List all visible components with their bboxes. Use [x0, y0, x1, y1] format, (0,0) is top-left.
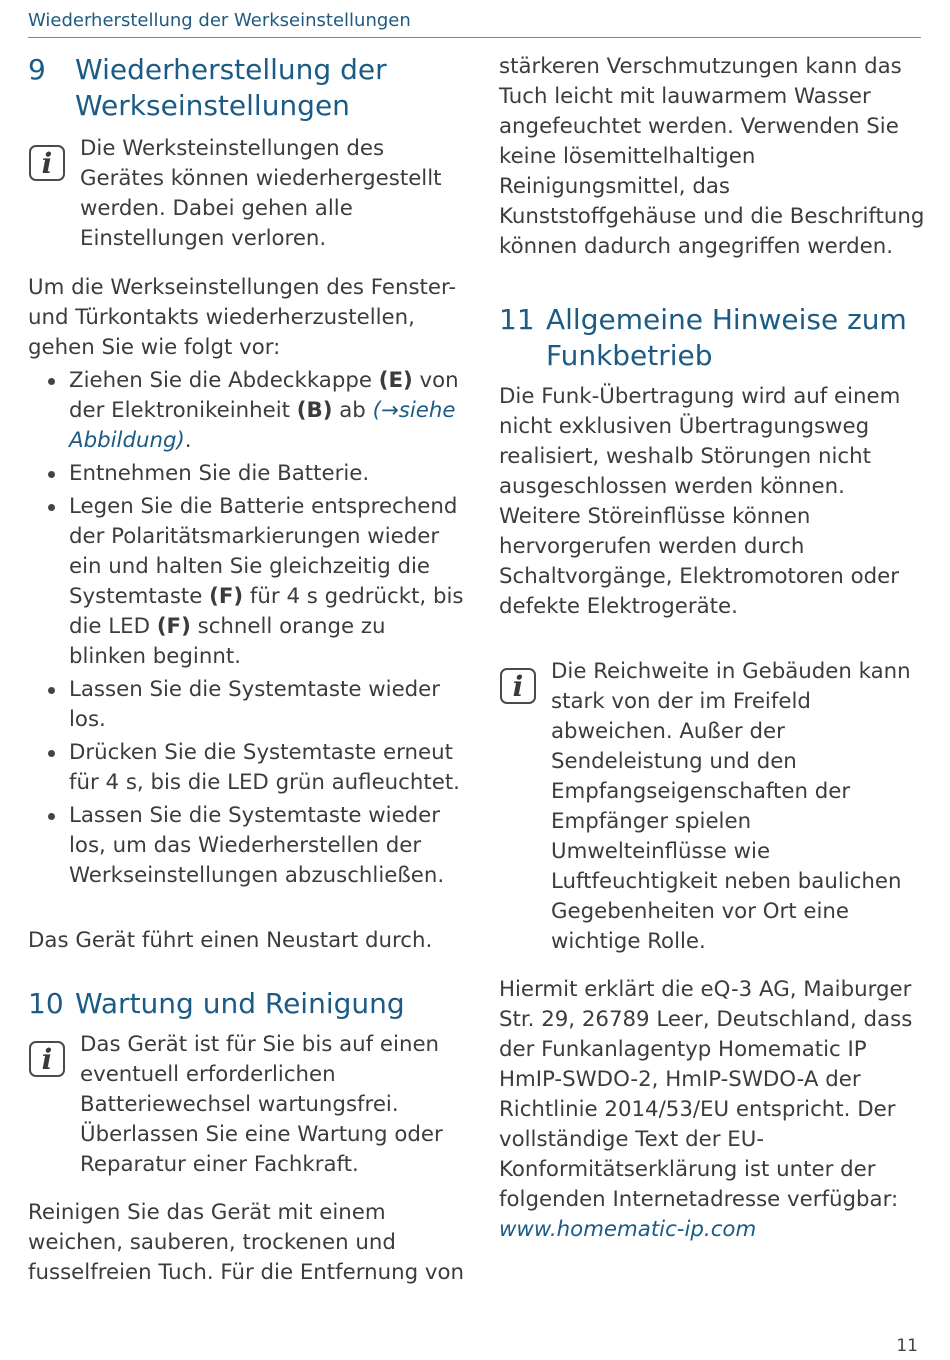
declaration-paragraph: Hiermit erklärt die eQ-3 AG, Maiburger Str. 29, 26789 Leer, Deutschland, dass der Funkanlagentyp Homematic IP HmIP-SWDO-2, HmIP-SWDO-A der Richtlinie 2014/53/EU entspricht. Der vollständige Text der EU-Konformitätserklärung ist unter der folgenden Internetadresse verfügbar: www.homematic-ip.com: [499, 977, 913, 1242]
info-icon: i: [29, 145, 65, 181]
info-note: [28, 1030, 468, 1180]
intro-paragraph: Um die Werkseinstellungen des Fenster- und Türkontakts wiederherzustellen, gehen Sie wie folgt vor:: [28, 275, 457, 360]
info-icon: i: [29, 1041, 65, 1077]
left-column: [28, 52, 468, 1288]
note-text: Die Reichweite in Gebäuden kann stark von der im Freifeld abweichen. Außer der Sendeleistung und den Empfangseigenschaften der Empfänger spielen Umwelteinflüsse wie Luftfeuchtigkeit neben baulichen Gegebenheiten vor Ort eine wichtige Rolle.: [551, 659, 911, 954]
closing-paragraph: Das Gerät führt einen Neustart durch.: [28, 928, 433, 953]
info-icon: i: [500, 668, 536, 704]
section-number: 9: [28, 53, 46, 86]
section-title: Allgemeine Hinweise zum Funkbetrieb: [546, 303, 907, 372]
list-item: Entnehmen Sie die Batterie.: [28, 459, 468, 489]
note-text: Das Gerät ist für Sie bis auf einen eventuell erforderlichen Batteriewechsel wartungsfrei. Überlassen Sie eine Wartung oder Reparatur einer Fachkraft.: [80, 1032, 443, 1177]
list-item: Legen Sie die Batterie entsprechend der Polaritätsmarkierungen wieder ein und halten Sie gleichzeitig die Systemtaste (F) für 4 s gedrückt, bis die LED (F) schnell orange zu blinken beginnt.: [28, 492, 468, 672]
section-9-heading: [28, 52, 468, 124]
section-title: Wiederherstellung der Werkseinstellungen: [75, 53, 387, 122]
right-column: [499, 52, 929, 1245]
section-title: Wartung und Reinigung: [75, 987, 405, 1020]
running-header: Wiederherstellung der Werkseinstellungen: [28, 10, 921, 38]
note-text: Die Werksteinstellungen des Gerätes können wiederhergestellt werden. Dabei gehen alle Einstellungen verloren.: [80, 136, 442, 251]
list-item: Ziehen Sie die Abdeckkappe (E) von der Elektronikeinheit (B) ab (→siehe Abbildung).: [28, 366, 468, 456]
website-link[interactable]: www.homematic-ip.com: [499, 1217, 757, 1242]
section-10-heading: [28, 986, 468, 1022]
info-note: [28, 134, 468, 254]
section-number: 11: [499, 303, 535, 336]
step-list: [28, 366, 468, 891]
page-number: 11: [896, 1336, 918, 1356]
section-number: 10: [28, 987, 64, 1020]
list-item: Lassen Sie die Systemtaste wieder los, um das Wiederherstellen der Werkseinstellungen abzuschließen.: [28, 801, 468, 891]
cleaning-paragraph: Reinigen Sie das Gerät mit einem weichen, sauberen, trockenen und fusselfreien Tuch. Für die Entfernung von: [28, 1200, 465, 1285]
list-item: Lassen Sie die Systemtaste wieder los.: [28, 675, 468, 735]
cleaning-paragraph-continued: stärkeren Verschmutzungen kann das Tuch leicht mit lauwarmem Wasser angefeuchtet werden. Verwenden Sie keine lösemittelhaltigen Reinigungsmittel, das Kunststoffgehäuse und die Beschriftung können dadurch angegriffen werden.: [499, 54, 925, 259]
figure-reference-link[interactable]: (→siehe Abbildung): [69, 398, 456, 453]
section-11-heading: [499, 302, 929, 374]
info-note: [499, 657, 929, 957]
radio-info-paragraph: Die Funk-Übertragung wird auf einem nicht exklusiven Übertragungsweg realisiert, weshalb Störungen nicht ausgeschlossen werden können. Weitere Störeinflüsse können hervorgerufen werden durch Schaltvorgänge, Elektromotoren oder defekte Elektrogeräte.: [499, 384, 901, 619]
list-item: Drücken Sie die Systemtaste erneut für 4 s, bis die LED grün aufleuchtet.: [28, 738, 468, 798]
